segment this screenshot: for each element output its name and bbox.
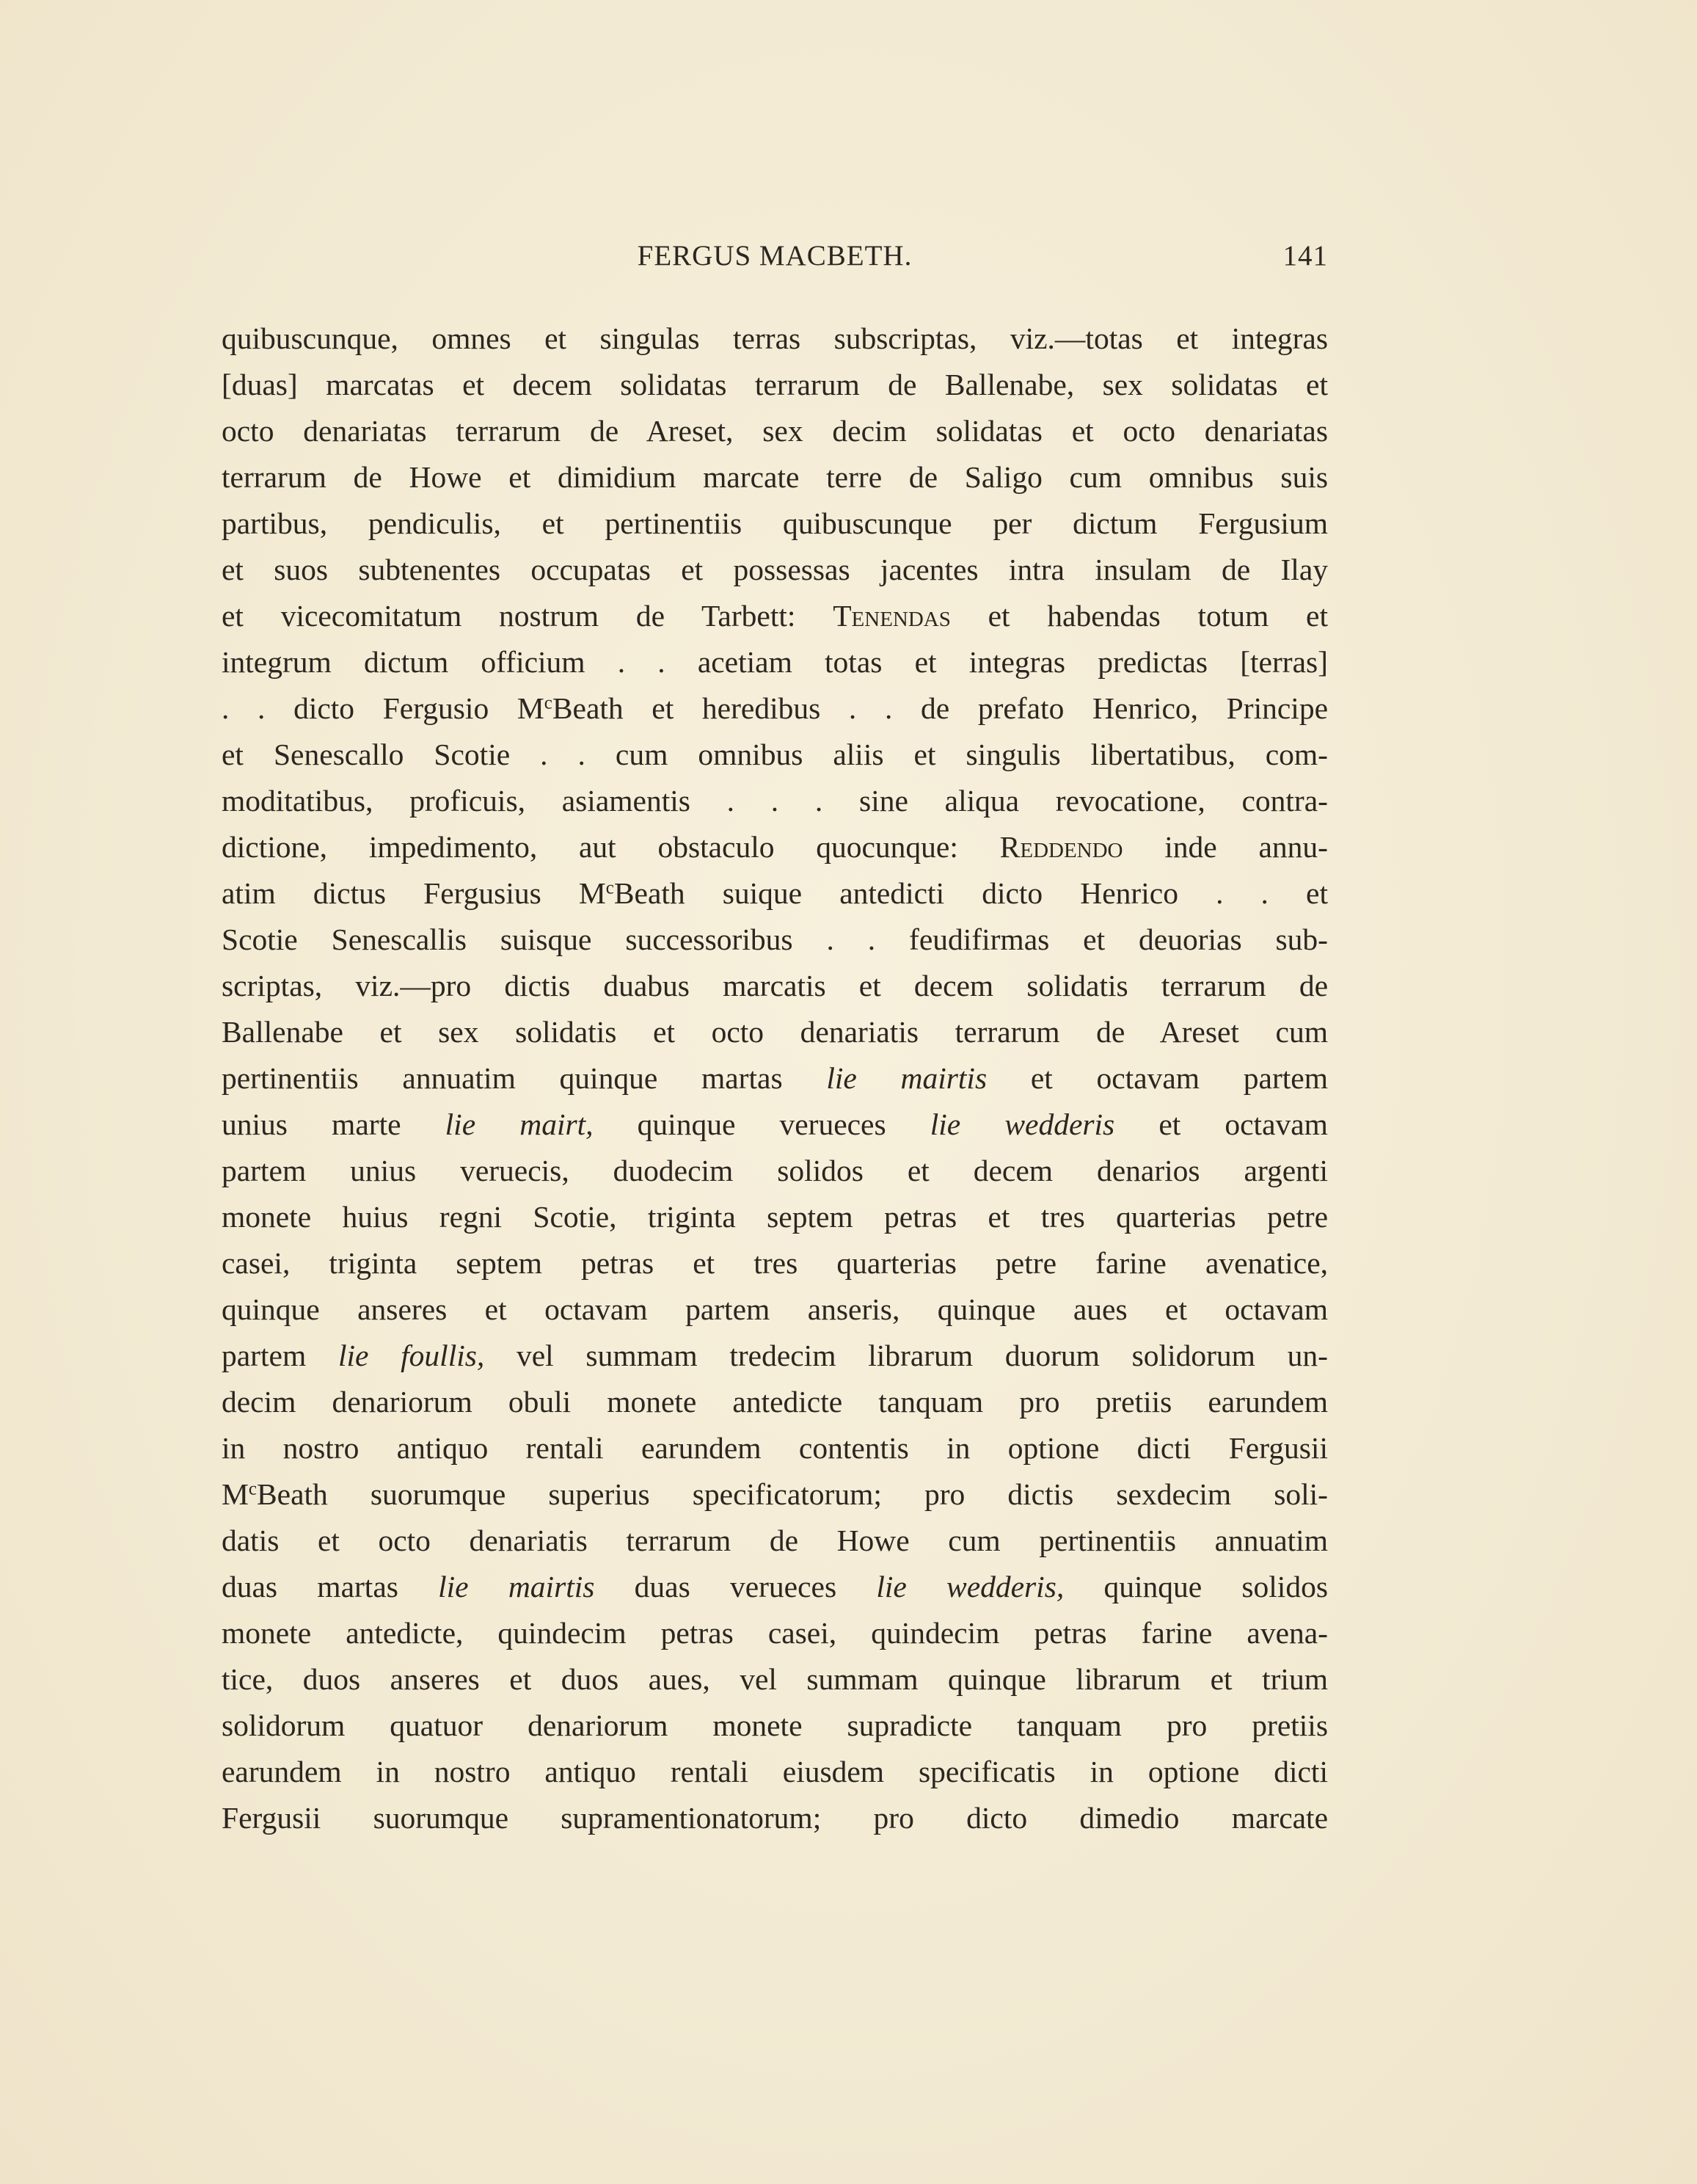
italic-phrase: lie mairt, (445, 1107, 594, 1141)
text-line: Fergusii suorumque supramentionatorum; pro dicto dimedio marcate (222, 1801, 1328, 1835)
text-line: partibus, pendiculis, et pertinentiis quibuscunque per dictum Fergusium (222, 506, 1328, 540)
text-segment: quinque solidos (1064, 1570, 1328, 1604)
text-line: tice, duos anseres et duos aues, vel summam quinque librarum et trium (222, 1662, 1328, 1696)
text-segment: . . dicto Fergusio M (222, 691, 544, 725)
text-segment: inde annu- (1123, 830, 1328, 864)
reddendo-term: Reddendo (999, 830, 1123, 864)
text-line: quinque anseres et octavam partem anseris, quinque aues et octavam (222, 1292, 1328, 1326)
text-line: casei, triginta septem petras et tres quarterias petre farine avenatice, (222, 1246, 1328, 1280)
superscript-c: c (544, 693, 552, 713)
superscript-c: c (248, 1479, 257, 1499)
text-line: et suos subtenentes occupatas et possessas jacentes intra insulam de Ilay (222, 553, 1328, 586)
text-segment: duas verueces (594, 1570, 877, 1604)
text-segment: Beath et heredibus . . de prefato Henrico, Principe (552, 691, 1328, 725)
text-line: earundem in nostro antiquo rentali eiusdem specificatis in optione dicti (222, 1755, 1328, 1788)
text-line: integrum dictum officium . . acetiam totas et integras predictas [terras] (222, 645, 1328, 679)
text-line (222, 685, 1328, 732)
page-number: 141 (1282, 240, 1328, 272)
text-line: monete huius regni Scotie, triginta septem petras et tres quarterias petre (222, 1200, 1328, 1234)
text-segment: Beath suique antedicti dicto Henrico . . et (613, 876, 1328, 910)
text-segment: atim dictus Fergusius M (222, 876, 606, 910)
text-segment: quinque verueces (593, 1107, 930, 1141)
text-line: datis et octo denariatis terrarum de Howe cum pertinentiis annuatim (222, 1524, 1328, 1557)
text-line (222, 870, 1328, 917)
superscript-c: c (605, 878, 614, 898)
text-line: moditatibus, proficuis, asiamentis . . . sine aliqua revocatione, contra- (222, 784, 1328, 818)
text-line: scriptas, viz.—pro dictis duabus marcatis et decem solidatis terrarum de (222, 969, 1328, 1002)
text-line: octo denariatas terrarum de Areset, sex decim solidatas et octo denariatas (222, 414, 1328, 448)
italic-phrase: lie wedderis, (876, 1570, 1065, 1604)
text-line: Ballenabe et sex solidatis et octo denariatis terrarum de Areset cum (222, 1015, 1328, 1049)
text-segment: partem (222, 1339, 338, 1372)
text-line: quibuscunque, omnes et singulas terras subscriptas, viz.—totas et integras (222, 321, 1328, 355)
text-line: et Senescallo Scotie . . cum omnibus aliis et singulis libertatibus, com- (222, 738, 1328, 771)
text-line: decim denariorum obuli monete antedicte tanquam pro pretiis earundem (222, 1385, 1328, 1419)
text-line: in nostro antiquo rentali earundem contentis in optione dicti Fergusii (222, 1431, 1328, 1465)
italic-phrase: lie wedderis (930, 1107, 1115, 1141)
text-segment: et habendas totum et (950, 599, 1328, 633)
text-segment: pertinentiis annuatim quinque martas (222, 1061, 827, 1095)
text-line (222, 1055, 1328, 1102)
text-line: Scotie Senescallis suisque successoribus . . feudifirmas et deuorias sub- (222, 922, 1328, 956)
text-segment: et octavam (1114, 1107, 1328, 1141)
text-segment: Beath suorumque superius specificatorum; pro dictis sexdecim soli- (256, 1477, 1328, 1511)
text-segment: dictione, impedimento, aut obstaculo quocunque: (222, 830, 1000, 864)
text-line: [duas] marcatas et decem solidatas terrarum de Ballenabe, sex solidatas et (222, 368, 1328, 401)
text-segment: unius marte (222, 1107, 445, 1141)
text-line (222, 824, 1328, 870)
text-line (222, 1564, 1328, 1610)
tenendas-term: Tenendas (833, 599, 951, 633)
running-title: FERGUS MACBETH. (637, 240, 913, 272)
text-line (222, 1471, 1328, 1518)
text-line (222, 1102, 1328, 1148)
italic-phrase: lie mairtis (438, 1570, 595, 1604)
text-line: partem unius veruecis, duodecim solidos et decem denarios argenti (222, 1154, 1328, 1187)
text-line: monete antedicte, quindecim petras casei, quindecim petras farine avena- (222, 1616, 1328, 1650)
body-text (222, 316, 1328, 1841)
text-line: terrarum de Howe et dimidium marcate terre de Saligo cum omnibus suis (222, 460, 1328, 494)
text-segment: vel summam tredecim librarum duorum solidorum un- (484, 1339, 1328, 1372)
italic-phrase: lie foullis, (337, 1339, 485, 1372)
text-line (222, 1333, 1328, 1379)
text-segment: M (222, 1477, 249, 1511)
text-line: solidorum quatuor denariorum monete supradicte tanquam pro pretiis (222, 1708, 1328, 1742)
running-head (222, 239, 1328, 276)
text-segment: et vicecomitatum nostrum de Tarbett: (222, 599, 833, 633)
text-segment: duas martas (222, 1570, 439, 1604)
italic-phrase: lie mairtis (826, 1061, 988, 1095)
text-segment: et octavam partem (987, 1061, 1328, 1095)
text-line (222, 593, 1328, 639)
